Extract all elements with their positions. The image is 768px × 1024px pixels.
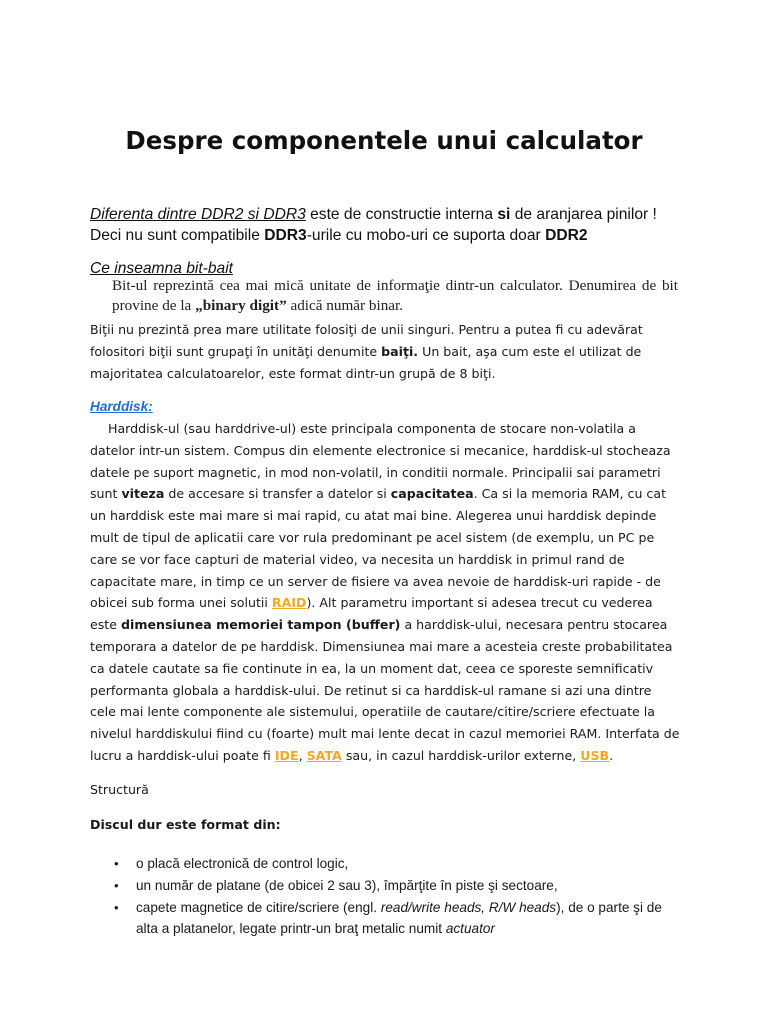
harddisk-text-4: ). Alt parametru important si adesea trecut cu vederea este (90, 595, 653, 633)
harddisk-text-2: de accesare si transfer a datelor si (164, 486, 391, 502)
harddisk-separator: , (298, 747, 307, 763)
list-item-text: un număr de platane (de obicei 2 sau 3), împărţite în piste şi sectoare, (136, 877, 558, 893)
structura-label: Structură (90, 782, 149, 797)
list-item (90, 875, 680, 897)
bullet-icon: • (114, 856, 119, 871)
bitii-text-1: Biţii nu prezintă prea mare utilitate folosiţi de unii singuri. Pentru a putea fi cu adevărat folositori biţii sunt grupaţi în unităţi denumite (90, 322, 643, 359)
ddr-text-3: -urile cu mobo-uri ce suporta doar (306, 227, 546, 244)
bitii-text-2: Un bait, aşa cum este el utilizat de majoritatea calculatoarelor, este format dintr-un grupă de 8 biţi. (90, 343, 642, 381)
component-list (90, 853, 680, 940)
ddr-bold-si: si (497, 206, 511, 223)
discul-heading: Discul dur este format din: (90, 817, 281, 832)
list-item (90, 853, 680, 875)
sata-link[interactable]: SATA (306, 747, 342, 763)
ddr-lead: Diferenta dintre DDR2 si DDR3 (90, 206, 306, 223)
harddisk-text-5: a harddisk-ului, necesara pentru stocarea temporara a datelor de pe harddisk. Dimensiunea mai mare a acesteia creste probabilitatea ca datele cautate sa fie continute in ea, la un moment dat, ceea ce sporeste semnificativ performanta globala a harddisk-ului. De retinut si ca harddisk-ul ramane si azi una dintre cele mai lente componente ale sistemului, operatiile de cautare/citire/scriere efectuate la nivelul harddiskului fiind cu (foarte) mult mai lente decat in cazul memoriei RAM. Interfata de lucru a harddisk-ului poate fi (90, 617, 680, 763)
harddisk-text-1: Harddisk-ul (sau harddrive-ul) este principala componenta de stocare non-volatila a datelor intr-un sistem. Compus din elemente electronice si mecanice, harddisk-ul stocheaza datele pe suport magnetic, in mod non-volatil, in conditii normale. Principalii sai parametri sunt (90, 421, 671, 502)
bit-definition-text-1: Bit-ul reprezintă cea mai mică unitate de informaţie dintr-un calculator. Denumirea de bit provine de la (112, 277, 678, 314)
list-item (90, 897, 680, 941)
page-title: Despre componentele unui calculator (125, 126, 643, 155)
raid-link[interactable]: RAID (271, 595, 307, 611)
ddr-text-2: de aranjarea pinilor ! Deci nu sunt compatibile (90, 206, 657, 244)
ddr-paragraph (90, 204, 690, 246)
harddisk-heading: Harddisk: (90, 399, 153, 414)
harddisk-text-6: sau, in cazul harddisk-urilor externe, (341, 747, 581, 763)
list-item-text-2: ), de o parte şi de alta a platanelor, legate printr-un braţ metalic numit (136, 899, 662, 937)
harddisk-text-3: . Ca si la memoria RAM, cu cat un harddisk este mai mare si mai rapid, cu atat mai bine. Alegerea unui harddisk depinde mult de tipul de aplicatii care vor rula predominant pe acel sistem (de exemplu, un PC pe care se vor face capturi de material video, va necesita un harddisk in primul rand de capacitate mare, in timp ce un server de fisiere va avea nevoie de harddisk-uri rapide - de obicei sub forma unei solutii (90, 486, 667, 611)
ddr-text-1: este de constructie interna (305, 206, 498, 223)
usb-link[interactable]: USB (580, 747, 610, 763)
bullet-icon: • (114, 877, 119, 893)
list-item-text: o placă electronică de control logic, (136, 856, 349, 871)
bit-definition (112, 276, 678, 316)
baiti-term: baiţi. (381, 343, 419, 359)
viteza-term: viteza (121, 486, 165, 502)
harddisk-text-7: . (609, 747, 614, 763)
capacitatea-term: capacitatea (390, 486, 474, 502)
bitii-paragraph (90, 319, 680, 384)
actuator-term: actuator (445, 921, 495, 937)
list-item-text: capete magnetice de citire/scriere (engl. (136, 899, 381, 915)
harddisk-paragraph (90, 418, 680, 767)
bit-definition-text-2: adică număr binar. (286, 297, 404, 314)
bitbait-heading: Ce inseamna bit-bait (90, 260, 234, 277)
ddr-bold-ddr2: DDR2 (545, 227, 588, 244)
bullet-icon: • (114, 899, 119, 915)
buffer-term: dimensiunea memoriei tampon (buffer) (121, 617, 401, 633)
ide-link[interactable]: IDE (274, 747, 299, 763)
ddr-bold-ddr3: DDR3 (264, 227, 307, 244)
binary-digit-term: „binary digit” (195, 297, 287, 314)
rw-heads-term: read/write heads, R/W heads (380, 899, 557, 915)
